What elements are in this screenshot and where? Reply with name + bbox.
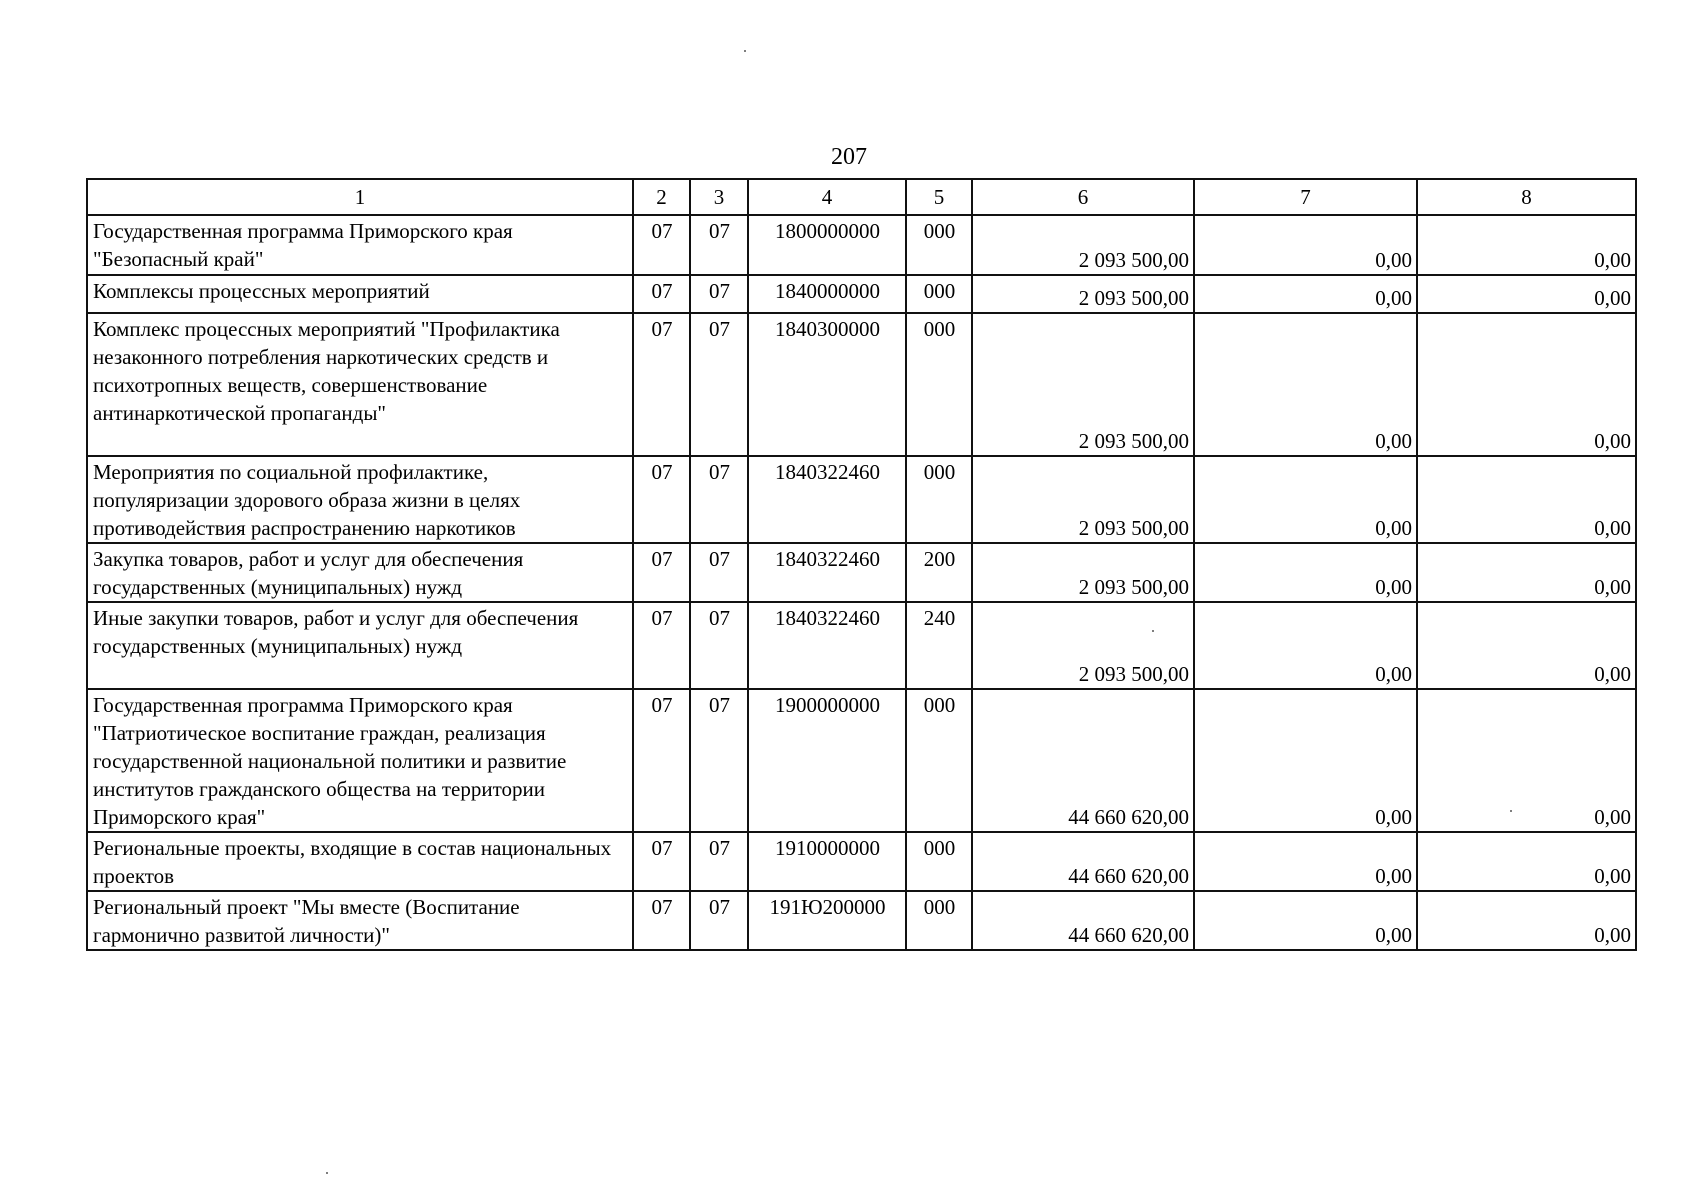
expense-type-code: 000 — [906, 215, 972, 275]
section-code: 07 — [633, 275, 690, 313]
row-name: Государственная программа Приморского края "Патриотическое воспитание граждан, реализация государственной национальной политики и развитие институтов гражданского общества на территории Приморского края" — [87, 689, 633, 832]
section-code: 07 — [633, 891, 690, 950]
row-name: Мероприятия по социальной профилактике, популяризации здорового образа жизни в целях противодействия распространению наркотиков — [87, 456, 633, 543]
column-header: 3 — [690, 179, 748, 215]
amount-col8: 0,00 — [1417, 832, 1636, 891]
expense-type-code: 000 — [906, 456, 972, 543]
amount-col7: 0,00 — [1194, 689, 1417, 832]
amount-col8: 0,00 — [1417, 689, 1636, 832]
scan-speck — [744, 50, 746, 52]
subsection-code: 07 — [690, 215, 748, 275]
row-name: Иные закупки товаров, работ и услуг для обеспечения государственных (муниципальных) нужд — [87, 602, 633, 689]
expense-type-code: 000 — [906, 891, 972, 950]
table-row — [87, 891, 1636, 950]
budget-table — [86, 178, 1637, 951]
amount-col6: 44 660 620,00 — [972, 891, 1194, 950]
amount-col6: 2 093 500,00 — [972, 543, 1194, 602]
subsection-code: 07 — [690, 543, 748, 602]
row-name: Государственная программа Приморского края "Безопасный край" — [87, 215, 633, 275]
subsection-code: 07 — [690, 313, 748, 456]
target-article-code: 1910000000 — [748, 832, 906, 891]
target-article-code: 1840322460 — [748, 602, 906, 689]
section-code: 07 — [633, 832, 690, 891]
section-code: 07 — [633, 689, 690, 832]
amount-col6: 2 093 500,00 — [972, 215, 1194, 275]
column-header: 1 — [87, 179, 633, 215]
table-row — [87, 543, 1636, 602]
expense-type-code: 200 — [906, 543, 972, 602]
amount-col7: 0,00 — [1194, 602, 1417, 689]
amount-col8: 0,00 — [1417, 215, 1636, 275]
column-header: 2 — [633, 179, 690, 215]
expense-type-code: 000 — [906, 832, 972, 891]
column-header: 6 — [972, 179, 1194, 215]
amount-col8: 0,00 — [1417, 543, 1636, 602]
subsection-code: 07 — [690, 456, 748, 543]
amount-col7: 0,00 — [1194, 832, 1417, 891]
page-number: 207 — [831, 144, 867, 170]
amount-col8: 0,00 — [1417, 313, 1636, 456]
amount-col6: 44 660 620,00 — [972, 832, 1194, 891]
amount-col6: 2 093 500,00 — [972, 313, 1194, 456]
row-name: Комплекс процессных мероприятий "Профилактика незаконного потребления наркотических средств и психотропных веществ, совершенствование антинаркотической пропаганды" — [87, 313, 633, 456]
amount-col7: 0,00 — [1194, 275, 1417, 313]
subsection-code: 07 — [690, 275, 748, 313]
section-code: 07 — [633, 543, 690, 602]
target-article-code: 191Ю200000 — [748, 891, 906, 950]
target-article-code: 1840000000 — [748, 275, 906, 313]
column-header: 4 — [748, 179, 906, 215]
amount-col7: 0,00 — [1194, 543, 1417, 602]
table-row — [87, 456, 1636, 543]
section-code: 07 — [633, 456, 690, 543]
table-row — [87, 275, 1636, 313]
row-name: Комплексы процессных мероприятий — [87, 275, 633, 313]
subsection-code: 07 — [690, 832, 748, 891]
amount-col7: 0,00 — [1194, 891, 1417, 950]
section-code: 07 — [633, 313, 690, 456]
table-header-row — [87, 179, 1636, 215]
amount-col8: 0,00 — [1417, 602, 1636, 689]
scan-speck — [326, 1172, 328, 1174]
target-article-code: 1800000000 — [748, 215, 906, 275]
target-article-code: 1900000000 — [748, 689, 906, 832]
amount-col7: 0,00 — [1194, 215, 1417, 275]
amount-col7: 0,00 — [1194, 456, 1417, 543]
target-article-code: 1840322460 — [748, 543, 906, 602]
section-code: 07 — [633, 215, 690, 275]
table-row — [87, 832, 1636, 891]
expense-type-code: 000 — [906, 275, 972, 313]
table-row — [87, 215, 1636, 275]
amount-col6: 2 093 500,00 — [972, 275, 1194, 313]
amount-col6: 2 093 500,00 — [972, 602, 1194, 689]
section-code: 07 — [633, 602, 690, 689]
amount-col6: 44 660 620,00 — [972, 689, 1194, 832]
amount-col7: 0,00 — [1194, 313, 1417, 456]
expense-type-code: 000 — [906, 689, 972, 832]
subsection-code: 07 — [690, 602, 748, 689]
column-header: 7 — [1194, 179, 1417, 215]
subsection-code: 07 — [690, 689, 748, 832]
column-header: 5 — [906, 179, 972, 215]
table-row — [87, 689, 1636, 832]
amount-col8: 0,00 — [1417, 456, 1636, 543]
expense-type-code: 000 — [906, 313, 972, 456]
row-name: Закупка товаров, работ и услуг для обеспечения государственных (муниципальных) нужд — [87, 543, 633, 602]
row-name: Региональные проекты, входящие в состав национальных проектов — [87, 832, 633, 891]
amount-col8: 0,00 — [1417, 891, 1636, 950]
column-header: 8 — [1417, 179, 1636, 215]
amount-col6: 2 093 500,00 — [972, 456, 1194, 543]
table-row — [87, 602, 1636, 689]
amount-col8: 0,00 — [1417, 275, 1636, 313]
target-article-code: 1840322460 — [748, 456, 906, 543]
row-name: Региональный проект "Мы вместе (Воспитание гармонично развитой личности)" — [87, 891, 633, 950]
target-article-code: 1840300000 — [748, 313, 906, 456]
table-row — [87, 313, 1636, 456]
subsection-code: 07 — [690, 891, 748, 950]
expense-type-code: 240 — [906, 602, 972, 689]
